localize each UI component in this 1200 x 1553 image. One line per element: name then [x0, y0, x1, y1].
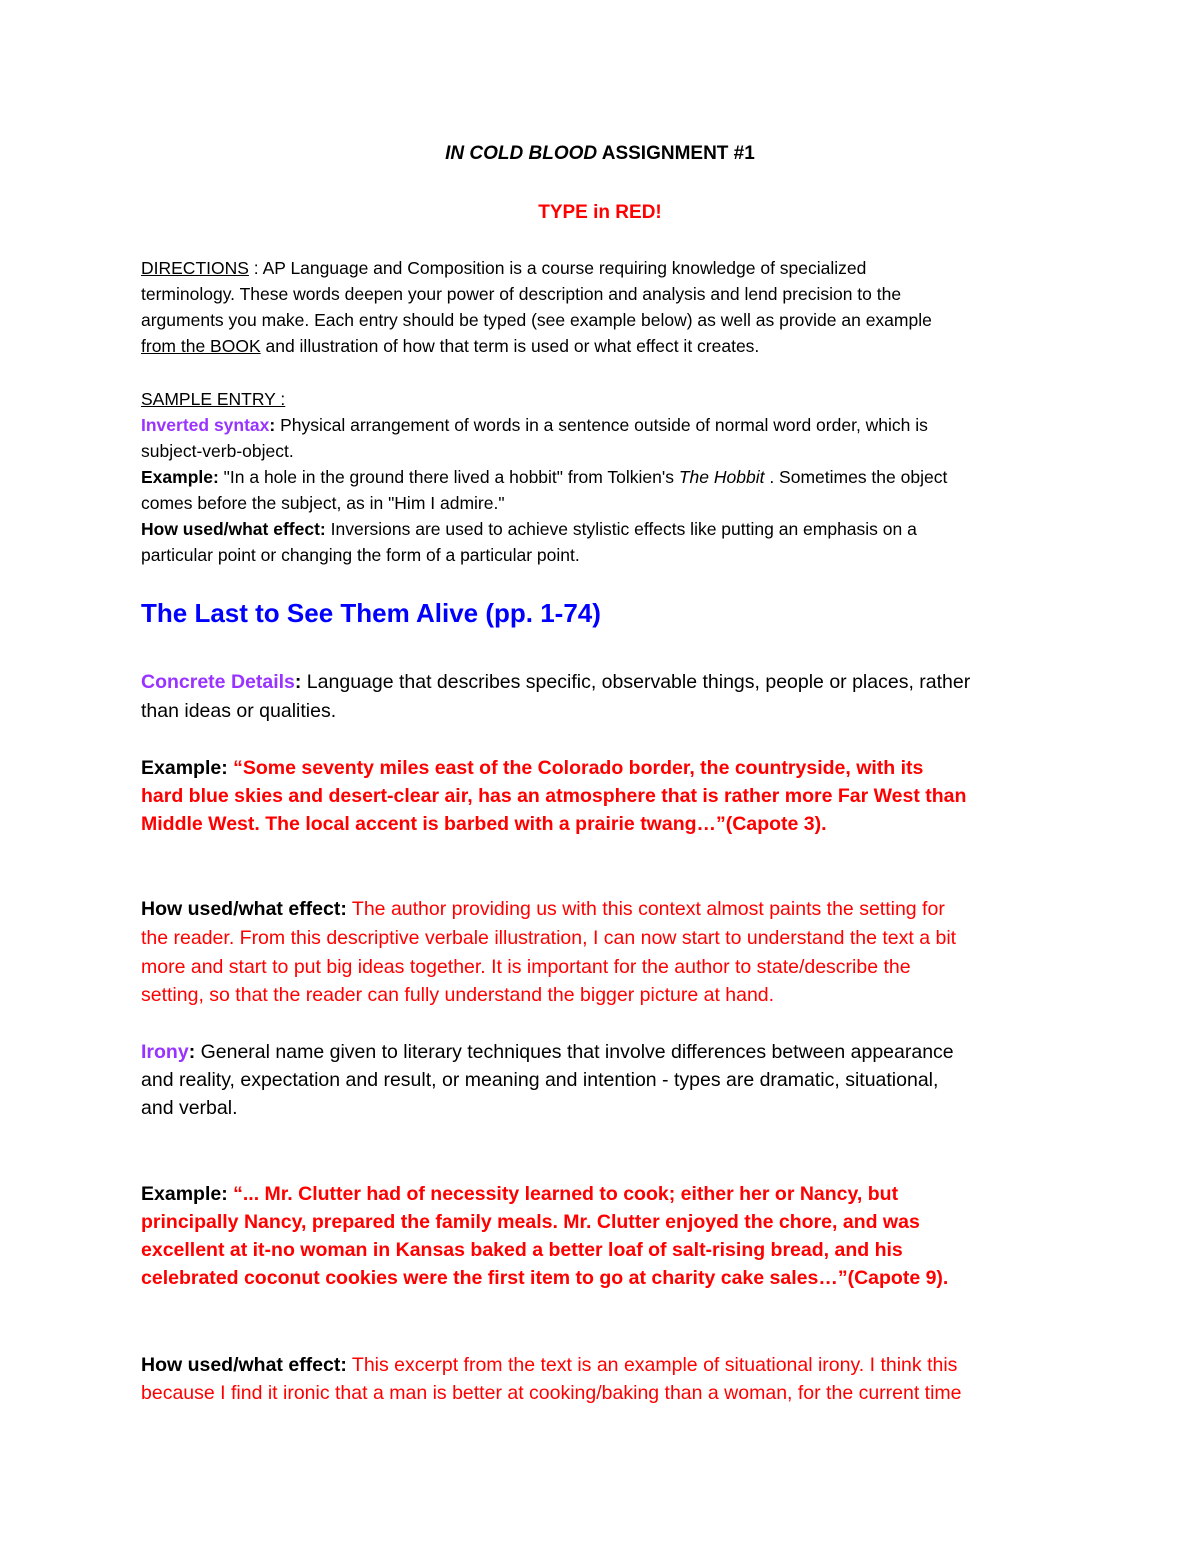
document-title [0, 142, 1200, 166]
sample-how-1: Inversions are used to achieve stylistic effects like putting an emphasis on a [325, 519, 917, 539]
sample-how-label: How used/what effect: [141, 519, 326, 539]
entry1-definition-line-1 [141, 668, 970, 696]
entry1-term: Concrete Details [141, 671, 295, 693]
entry2-how-line-2: because I find it ironic that a man is better at cooking/baking than a woman, for the current time [141, 1382, 962, 1404]
section-heading: The Last to See Them Alive (pp. 1-74) [141, 598, 601, 628]
entry2-example-line-4: celebrated coconut cookies were the first item to go at charity cake sales…”(Capote 9). [141, 1267, 949, 1289]
directions-line-4 [141, 333, 759, 359]
entry1-definition-line-2: than ideas or qualities. [141, 700, 337, 722]
sample-definition-line-1 [141, 412, 928, 438]
entry2-definition-line-3: and verbal. [141, 1097, 238, 1119]
entry2-quote-1: “... Mr. Clutter had of necessity learned to cook; either her or Nancy, but [227, 1183, 899, 1205]
sample-example-1c: . Sometimes the object [764, 467, 948, 487]
entry2-how-label: How used/what effect: [141, 1354, 347, 1376]
directions-line-1 [141, 255, 866, 281]
sample-example-1a: "In a hole in the ground there lived a hobbit" from Tolkien's [218, 467, 679, 487]
sample-how-line-2: particular point or changing the form of a particular point. [141, 545, 580, 565]
entry1-example-line-1 [141, 754, 923, 782]
entry1-how-line-1 [141, 895, 945, 923]
entry2-term-colon: : [188, 1041, 196, 1063]
subtitle: TYPE in RED! [538, 202, 662, 223]
title-book-name: IN COLD BLOOD [445, 143, 598, 164]
sample-entry-label: SAMPLE ENTRY : [141, 389, 286, 409]
entry1-term-colon: : [294, 671, 302, 693]
sample-example-line-2: comes before the subject, as in "Him I admire." [141, 493, 505, 513]
sample-how-line-1 [141, 516, 917, 542]
entry1-quote-1: “Some seventy miles east of the Colorado border, the countryside, with its [227, 757, 924, 779]
title-rest: ASSIGNMENT #1 [597, 143, 755, 164]
entry1-how-line-2: the reader. From this descriptive verbale illustration, I can now start to understand the text a bit [141, 927, 957, 949]
directions-text-1: AP Language and Composition is a course requiring knowledge of specialized [262, 258, 867, 278]
entry2-example-line-1 [141, 1180, 898, 1208]
entry2-def-1: General name given to literary techniques that involve differences between appearance [195, 1041, 954, 1063]
entry1-example-line-2: hard blue skies and desert-clear air, has an atmosphere that is rather more Far West than [141, 785, 967, 807]
sample-example-line-1 [141, 464, 947, 490]
sample-example-label: Example: [141, 467, 219, 487]
from-the-book-text: from the BOOK [141, 336, 261, 356]
entry1-def-1: Language that describes specific, observable things, people or places, rather [301, 671, 971, 693]
entry2-how-line-1 [141, 1351, 957, 1379]
entry1-example-label: Example: [141, 757, 228, 779]
entry2-example-label: Example: [141, 1183, 228, 1205]
sample-example-book: The Hobbit [678, 467, 765, 487]
directions-line-3: arguments you make. Each entry should be typed (see example below) as well as provide an example [141, 310, 932, 330]
sample-def-1: Physical arrangement of words in a sentence outside of normal word order, which is [275, 415, 928, 435]
entry2-term: Irony [141, 1041, 189, 1063]
entry1-how-line-3: more and start to put big ideas together. It is important for the author to state/describe the [141, 956, 911, 978]
entry1-example-line-3: Middle West. The local accent is barbed with a prairie twang…”(Capote 3). [141, 813, 827, 835]
directions-label: DIRECTIONS [141, 258, 249, 278]
directions-separator: : [248, 258, 263, 278]
sample-term: Inverted syntax [141, 415, 270, 435]
entry2-example-line-3: excellent at it-no woman in Kansas baked a better loaf of salt-rising bread, and his [141, 1239, 903, 1261]
sample-term-colon: : [269, 415, 276, 435]
entry2-example-line-2: principally Nancy, prepared the family meals. Mr. Clutter enjoyed the chore, and was [141, 1211, 920, 1233]
directions-text-4: and illustration of how that term is used or what effect it creates. [260, 336, 760, 356]
entry2-definition-line-1 [141, 1038, 954, 1066]
entry1-how-1: The author providing us with this context almost paints the setting for [346, 898, 945, 920]
entry1-how-line-4: setting, so that the reader can fully understand the bigger picture at hand. [141, 984, 775, 1006]
entry2-how-1: This excerpt from the text is an example of situational irony. I think this [346, 1354, 958, 1376]
sample-definition-line-2: subject-verb-object. [141, 441, 294, 461]
entry1-how-label: How used/what effect: [141, 898, 347, 920]
entry2-definition-line-2: and reality, expectation and result, or meaning and intention - types are dramatic, situational, [141, 1069, 939, 1091]
directions-line-2: terminology. These words deepen your power of description and analysis and lend precision to the [141, 284, 902, 304]
